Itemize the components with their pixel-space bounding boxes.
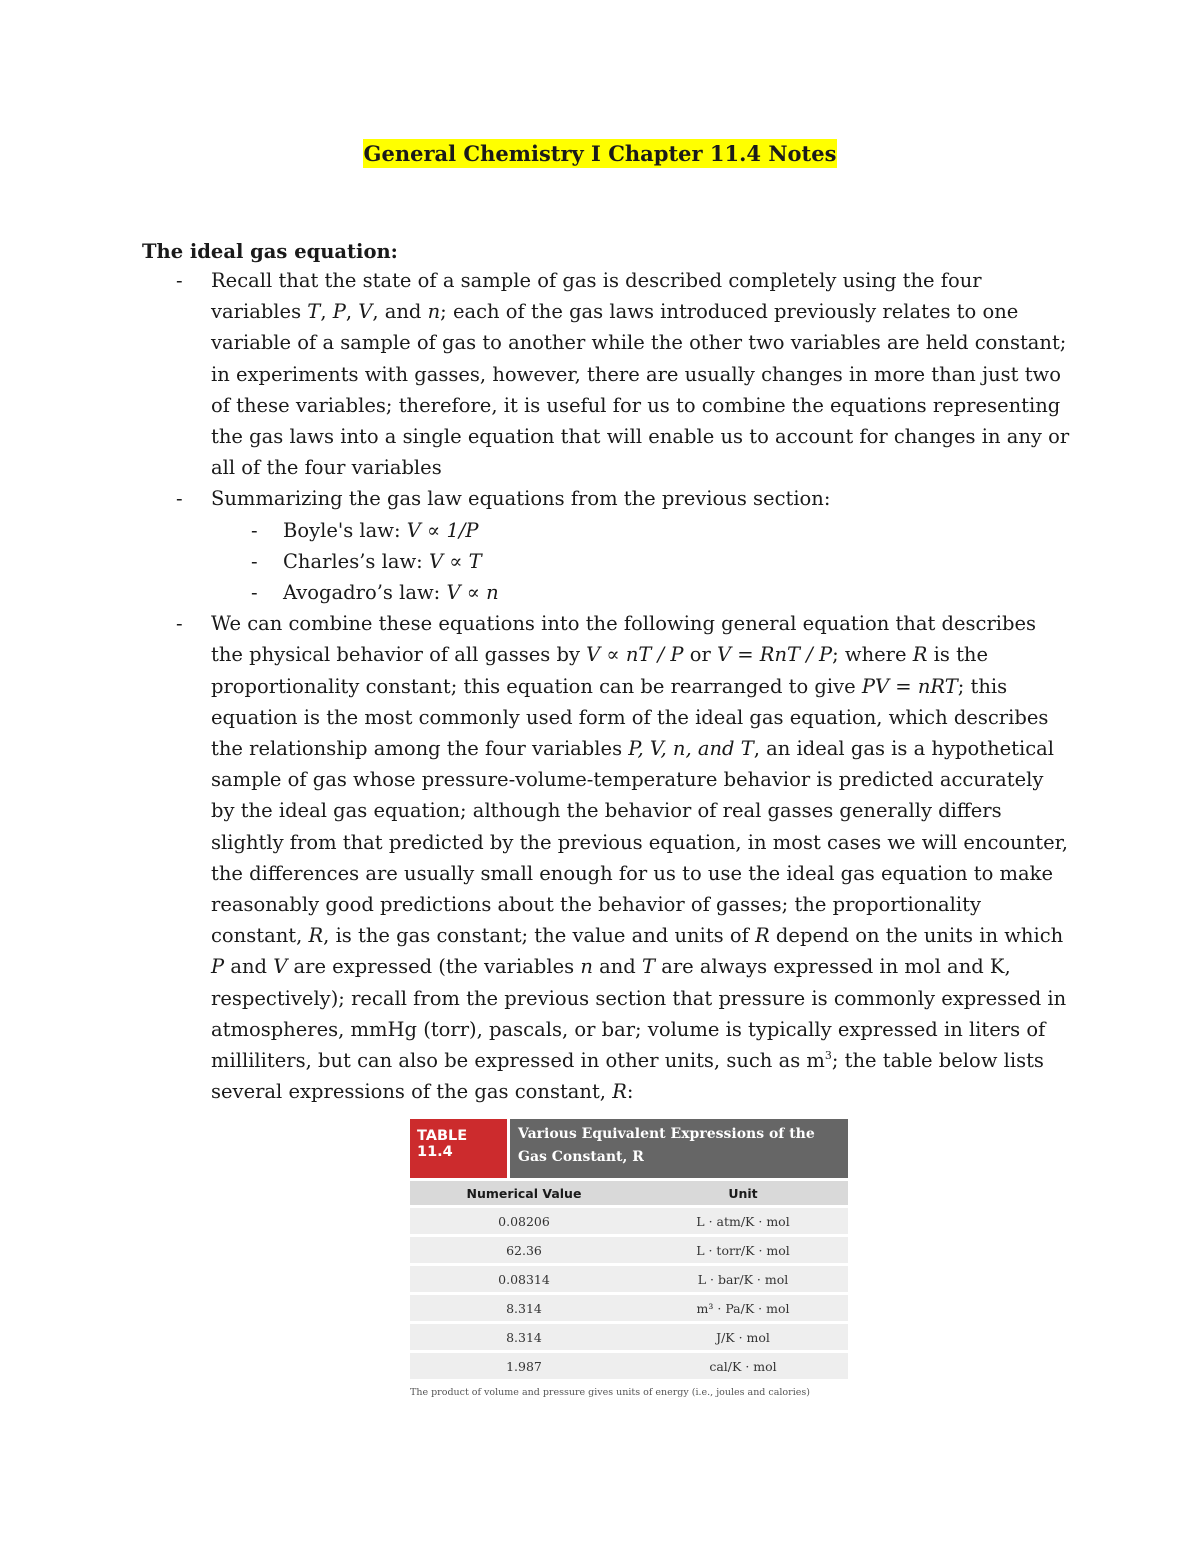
sub-bullet-avogadro: - Avogadro’s law: V ∝ n (0, 577, 1071, 608)
row-value: 1.987 (506, 1358, 542, 1374)
table-row (410, 1353, 848, 1379)
bullet-item-2 (0, 483, 1071, 514)
bullet-text: Summarizing the gas law equations from the previous section: (211, 487, 831, 511)
row-value: 0.08206 (498, 1213, 550, 1229)
bullet-dash: - (176, 612, 183, 636)
column-header-unit: Unit (728, 1185, 758, 1201)
table-caption: Various Equivalent Expressions of the Gas Constant, R (510, 1119, 848, 1178)
bullet-list (0, 265, 1071, 1107)
row-unit: L · atm/K · mol (696, 1213, 790, 1229)
table-row (410, 1208, 848, 1234)
table-row (410, 1295, 848, 1321)
sub-bullet-boyle: - Boyle's law: V ∝ 1/P (0, 515, 1071, 546)
column-header-value: Numerical Value (466, 1185, 582, 1201)
table-column-headers (410, 1181, 848, 1205)
bullet-dash: - (251, 518, 258, 542)
table-row (410, 1266, 848, 1292)
section-heading: The ideal gas equation: (142, 240, 398, 263)
row-unit: L · bar/K · mol (697, 1271, 789, 1287)
bullet-dash: - (251, 549, 258, 573)
gas-constant-table (410, 1119, 848, 1398)
bullet-dash: - (176, 269, 183, 292)
table-row (410, 1324, 848, 1350)
bullet-text: Recall that the state of a sample of gas is described completely using the four variables T, P, V, and n; each of the gas laws introduced previously relates to one variable of a sample of gas to another while the other two variables are held constant; in experiments with gasses, however, there are usually changes in more than just two of these variables; therefore, it is useful for us to combine the equations representing the gas laws into a single equation that will enable us to account for changes in any or all of the four variables (211, 269, 1070, 480)
table-footnote: The product of volume and pressure gives units of energy (i.e., joules and calories) (410, 1387, 810, 1398)
row-value: 62.36 (506, 1242, 542, 1258)
row-value: 0.08314 (498, 1271, 550, 1287)
row-unit: cal/K · mol (709, 1358, 777, 1374)
bullet-text: We can combine these equations into the following general equation that describes the physical behavior of all gasses by V ∝ nT / P or V = RnT / P; where R is the proportionality constant; this equation can be rearranged to give PV = nRT; this equation is the most commonly used form of the ideal gas equation, which describes the relationship among the four variables P, V, n, and T, an ideal gas is a hypothetical sample of gas whose pressure-volume-temperature behavior is predicted accurately by the ideal gas equation; although the behavior of real gasses generally differs slightly from that predicted by the previous equation, in most cases we will encounter, the differences are usually small enough for us to use the ideal gas equation to make reasonably good predictions about the behavior of gasses; the proportionality constant, R, is the gas constant; the value and units of R depend on the units in which P and V are expressed (the variables n and T are always expressed in mol and K, respectively); recall from the previous section that pressure is commonly expressed in atmospheres, mmHg (torr), pascals, or bar; volume is typically expressed in liters of milliliters, but can also be expressed in other units, such as $m^3$; the table below lists several expressions of the gas constant, R: (211, 612, 1069, 1104)
bullet-dash: - (251, 581, 258, 604)
sub-bullet-charles: - Charles’s law: V ∝ T (0, 546, 1071, 577)
row-value: 8.314 (506, 1300, 542, 1316)
row-unit: m³ · Pa/K · mol (696, 1300, 790, 1316)
row-unit: J/K · mol (716, 1329, 770, 1345)
row-value: 8.314 (506, 1329, 542, 1345)
page-title: General Chemistry I Chapter 11.4 Notes (363, 141, 837, 166)
table-label: TABLE 11.4 (410, 1119, 507, 1178)
table-header (410, 1119, 848, 1178)
row-unit: L · torr/K · mol (696, 1242, 790, 1258)
table-row (410, 1237, 848, 1263)
bullet-item-1 (0, 265, 1071, 483)
bullet-dash: - (176, 487, 183, 511)
bullet-item-3 (0, 608, 1071, 1107)
